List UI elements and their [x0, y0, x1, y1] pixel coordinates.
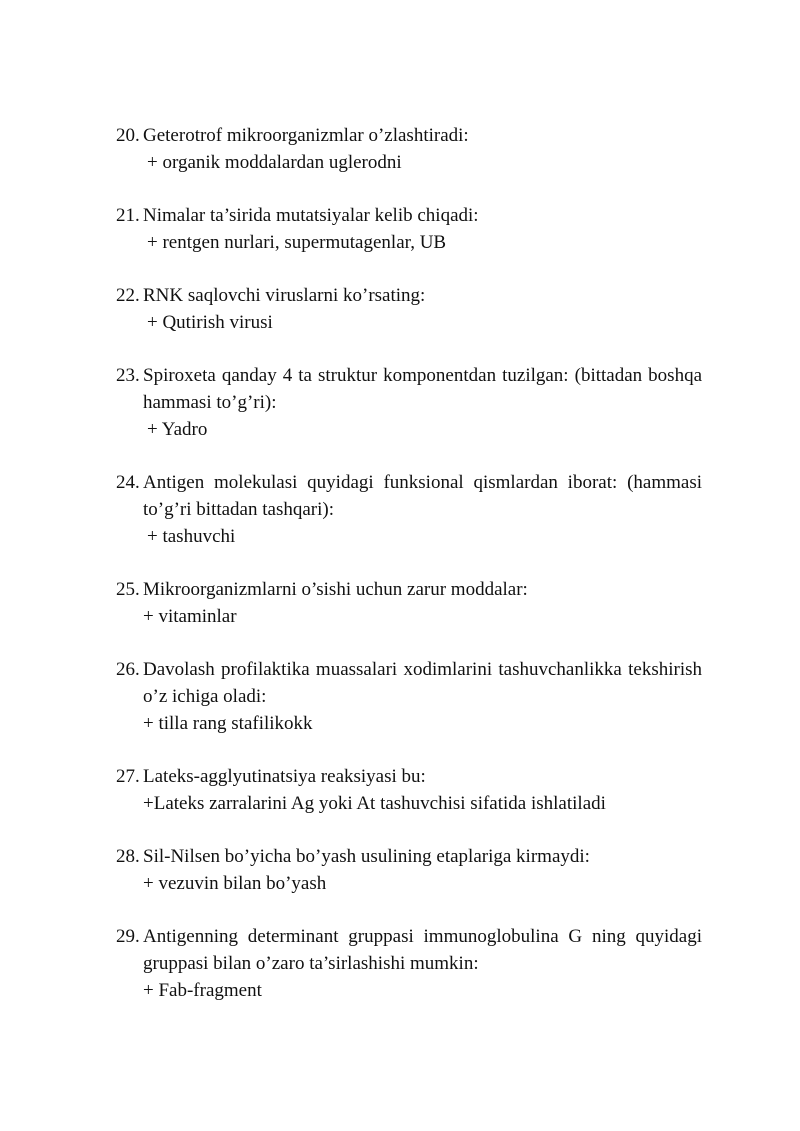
question-item-28 [116, 843, 702, 897]
answer-text: + vezuvin bilan bo’yash [143, 873, 327, 894]
question-body [143, 282, 702, 336]
question-number: 20. [116, 125, 140, 146]
answer-text: + rentgen nurlari, supermutagenlar, UB [147, 232, 447, 253]
question-number: 22. [116, 285, 140, 306]
question-item-20 [116, 122, 702, 176]
answer-text: +Lateks zarralarini Ag yoki At tashuvchisi sifatida ishlatiladi [143, 793, 606, 814]
question-text: Lateks-agglyutinatsiya reaksiyasi bu: [143, 766, 426, 787]
question-text: Antigenning determinant gruppasi immunoglobulina G ning quyidagi gruppasi bilan o’zaro ta’sirlashishi mumkin: [143, 926, 702, 974]
question-text: Antigen molekulasi quyidagi funksional qismlardan iborat: (hammasi to’g’ri bittadan tashqari): [143, 472, 702, 520]
answer-text: + organik moddalardan uglerodni [147, 152, 402, 173]
question-list [116, 122, 702, 1030]
question-text: Sil-Nilsen bo’yicha bo’yash usulining etaplariga kirmaydi: [143, 846, 590, 867]
question-body [143, 763, 702, 817]
question-item-21 [116, 202, 702, 256]
question-text: Nimalar ta’sirida mutatsiyalar kelib chiqadi: [143, 205, 479, 226]
answer-text: + vitaminlar [143, 606, 237, 627]
question-number: 21. [116, 205, 140, 226]
question-number: 25. [116, 579, 140, 600]
question-body [143, 656, 702, 737]
question-number: 29. [116, 926, 140, 947]
question-text: Davolash profilaktika muassalari xodimlarini tashuvchanlikka tekshirish o’z ichiga oladi: [143, 659, 702, 707]
question-text: Geterotrof mikroorganizmlar o’zlashtiradi: [143, 125, 469, 146]
answer-text: + tilla rang stafilikokk [143, 713, 313, 734]
question-text: Spiroxeta qanday 4 ta struktur komponentdan tuzilgan: (bittadan boshqa hammasi to’g’ri): [143, 365, 702, 413]
question-number: 24. [116, 472, 140, 493]
question-item-24 [116, 469, 702, 550]
question-body [143, 122, 702, 176]
question-item-27 [116, 763, 702, 817]
question-text: Mikroorganizmlarni o’sishi uchun zarur moddalar: [143, 579, 528, 600]
answer-text: + Yadro [147, 419, 208, 440]
question-number: 23. [116, 365, 140, 386]
question-item-22 [116, 282, 702, 336]
question-number: 28. [116, 846, 140, 867]
question-body [143, 362, 702, 443]
answer-text: + Fab-fragment [143, 980, 262, 1001]
question-body [143, 202, 702, 256]
question-body [143, 576, 702, 630]
question-number: 27. [116, 766, 140, 787]
question-item-29 [116, 923, 702, 1004]
question-body [143, 843, 702, 897]
question-text: RNK saqlovchi viruslarni ko’rsating: [143, 285, 426, 306]
question-item-23 [116, 362, 702, 443]
question-number: 26. [116, 659, 140, 680]
answer-text: + tashuvchi [147, 526, 236, 547]
question-body [143, 923, 702, 1004]
question-item-25 [116, 576, 702, 630]
answer-text: + Qutirish virusi [147, 312, 273, 333]
question-item-26 [116, 656, 702, 737]
question-body [143, 469, 702, 550]
